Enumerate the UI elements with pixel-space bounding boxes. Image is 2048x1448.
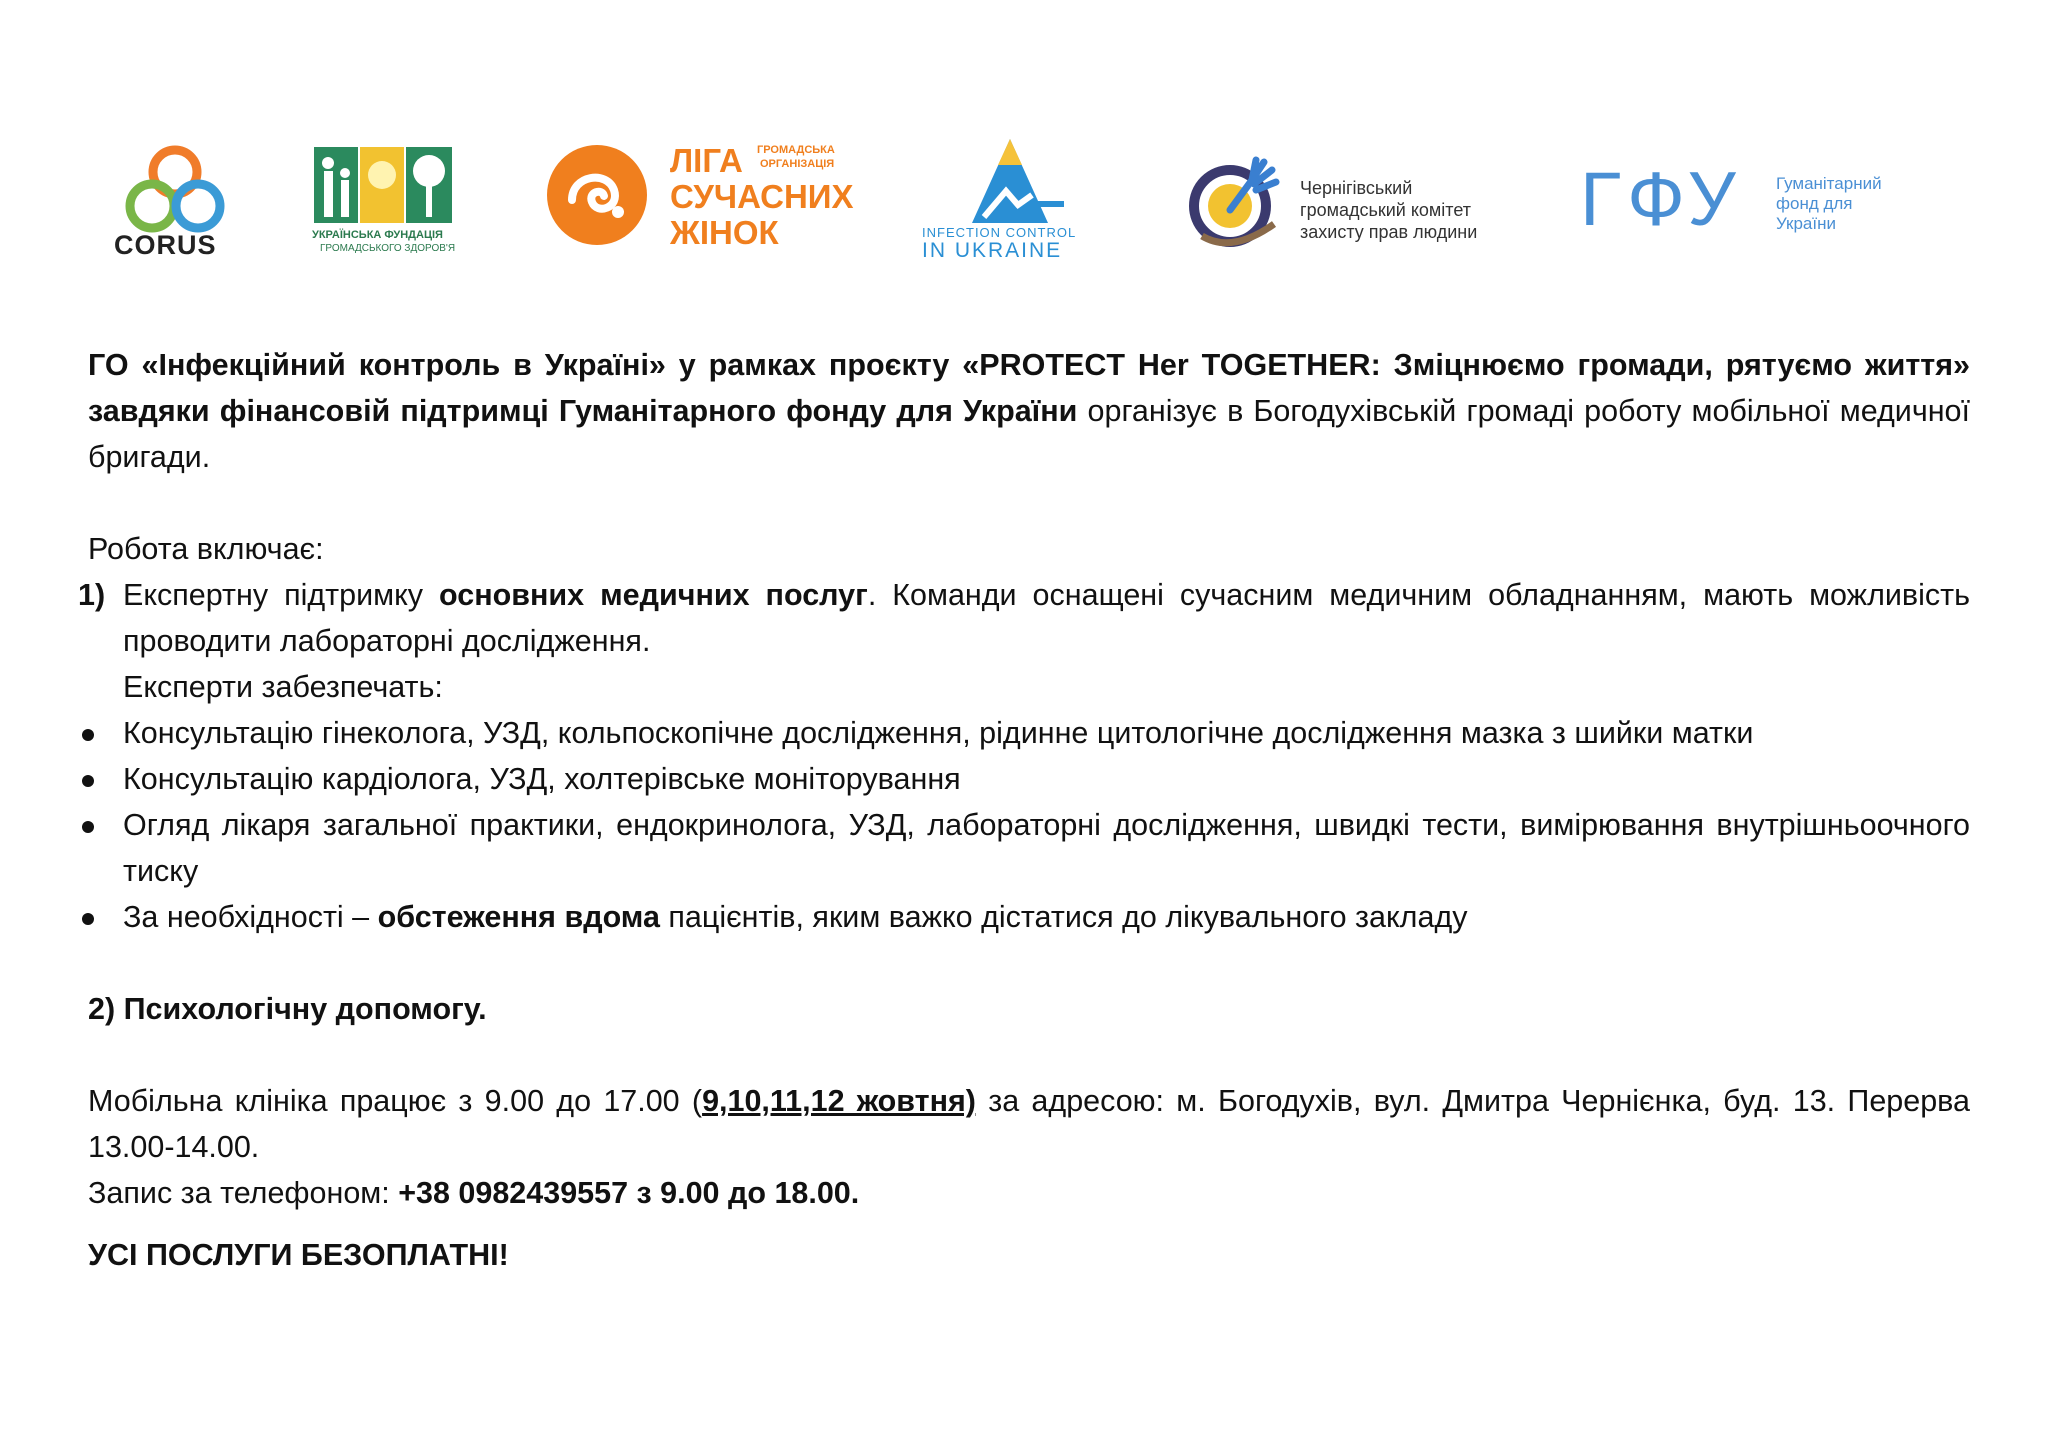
chernihiv-line3: захисту прав людини — [1300, 222, 1478, 242]
list-item — [88, 756, 1970, 802]
bullet-text: Консультацію кардіолога, УЗД, холтерівське моніторування — [123, 762, 961, 796]
family-sun-tree-icon — [312, 145, 454, 225]
chernihiv-line2: громадський комітет — [1300, 200, 1471, 220]
logo-bar — [0, 0, 2048, 300]
gfu-logo — [1580, 157, 1920, 250]
mountain-triangle-icon — [920, 135, 1100, 227]
intro-rest: організує в Богодухівській громаді роботу мобільної медичної бригади. — [88, 394, 1970, 474]
ukr-foundation-logo — [312, 145, 457, 255]
bullet-icon — [82, 913, 94, 925]
announcement-body — [78, 342, 1971, 1278]
bullet4-bold: обстеження вдома — [377, 900, 660, 934]
bullet-icon — [82, 821, 94, 833]
intro-bold: ГО «Інфекційний контроль в Україні» у рамках проєкту «PROTECT Her TOGETHER: Зміцнюємо громади, рятуємо життя» завдяки фінансовій підтримці Гуманітарного фонду для України — [88, 348, 1970, 428]
list-item — [88, 710, 1970, 756]
liga-logo — [542, 140, 854, 255]
chernihiv-line1: Чернігівський — [1300, 178, 1413, 198]
item-1 — [78, 572, 1971, 710]
liga-org2: ОРГАНІЗАЦІЯ — [760, 158, 835, 170]
liga-org1: ГРОМАДСЬКА — [757, 144, 835, 156]
corus-logo — [110, 130, 240, 260]
schedule-post: за адресою: м. Богодухів, вул. Дмитра Чернієнка, буд. 13. Перерва 13.00-14.00. — [88, 1084, 1970, 1164]
gfu-line1: Гуманітарний — [1776, 174, 1882, 193]
bullet-icon — [82, 775, 94, 787]
item-1-bold: основних медичних послуг — [439, 578, 868, 612]
phone-paragraph — [88, 1170, 1970, 1216]
chernihiv-committee-logo — [1182, 150, 1512, 255]
corus-name: CORUS — [114, 230, 217, 260]
bullet-icon — [82, 729, 94, 741]
infection-control-logo — [920, 135, 1100, 260]
item-1-text — [123, 572, 1970, 664]
item-2-text: Психологічну допомогу. — [123, 992, 487, 1026]
list-item — [88, 894, 1970, 940]
bullet-text: Консультацію гінеколога, УЗД, кольпоскопічне дослідження, рідинне цитологічне дослідження мазка з шийки матки — [123, 716, 1754, 750]
item-1-marker: 1) — [78, 578, 106, 612]
item-1-pre: Експертну підтримку — [123, 578, 440, 612]
item-2 — [88, 986, 1970, 1032]
free-services-notice: УСІ ПОСЛУГИ БЕЗОПЛАТНІ! — [88, 1238, 509, 1272]
liga-l1: ЛІГА — [670, 142, 743, 179]
item-1-post: . Команди оснащені сучасним медичним обладнанням, мають можливість проводити лабораторні дослідження. — [123, 578, 1971, 658]
schedule-dates: 9,10,11,12 жовтня) — [702, 1084, 976, 1118]
hand-globe-icon — [1182, 150, 1297, 250]
gfu-line2: фонд для — [1776, 194, 1853, 213]
bullet-text — [123, 894, 1970, 940]
list-item — [88, 802, 1970, 894]
liga-swirl-icon — [542, 140, 652, 250]
liga-l3: ЖІНОК — [670, 214, 779, 251]
intro-paragraph — [88, 342, 1970, 480]
liga-l2: СУЧАСНИХ — [670, 178, 854, 215]
work-includes-label: Робота включає: — [88, 532, 324, 566]
phone-label: Запис за телефоном: — [88, 1176, 399, 1210]
ukr-foundation-line2: ГРОМАДСЬКОГО ЗДОРОВ'Я — [320, 243, 456, 254]
gfu-line3: України — [1776, 214, 1836, 233]
phone-number: +38 0982439557 з 9.00 до 18.00. — [398, 1176, 860, 1210]
bullet-text: Огляд лікаря загальної практики, ендокринолога, УЗД, лабораторні дослідження, швидкі тести, вимірювання внутрішньоочного тиску — [123, 808, 1970, 888]
experts-label: Експерти забезпечать: — [123, 670, 443, 704]
schedule-pre: Мобільна клініка працює з 9.00 до 17.00 ( — [88, 1084, 703, 1118]
infection-line2: IN UKRAINE — [922, 239, 1063, 262]
infection-line1: INFECTION CONTROL — [922, 225, 1077, 240]
gfu-abbr: ГФУ — [1580, 157, 1742, 242]
schedule-paragraph — [88, 1078, 1970, 1170]
item-2-marker: 2) — [88, 992, 116, 1026]
ukr-foundation-line1: УКРАЇНСЬКА ФУНДАЦІЯ — [312, 229, 443, 241]
bullet4-post: пацієнтів, яким важко дістатися до лікувального закладу — [659, 900, 1468, 934]
bullet4-pre: За необхідності – — [123, 900, 378, 934]
